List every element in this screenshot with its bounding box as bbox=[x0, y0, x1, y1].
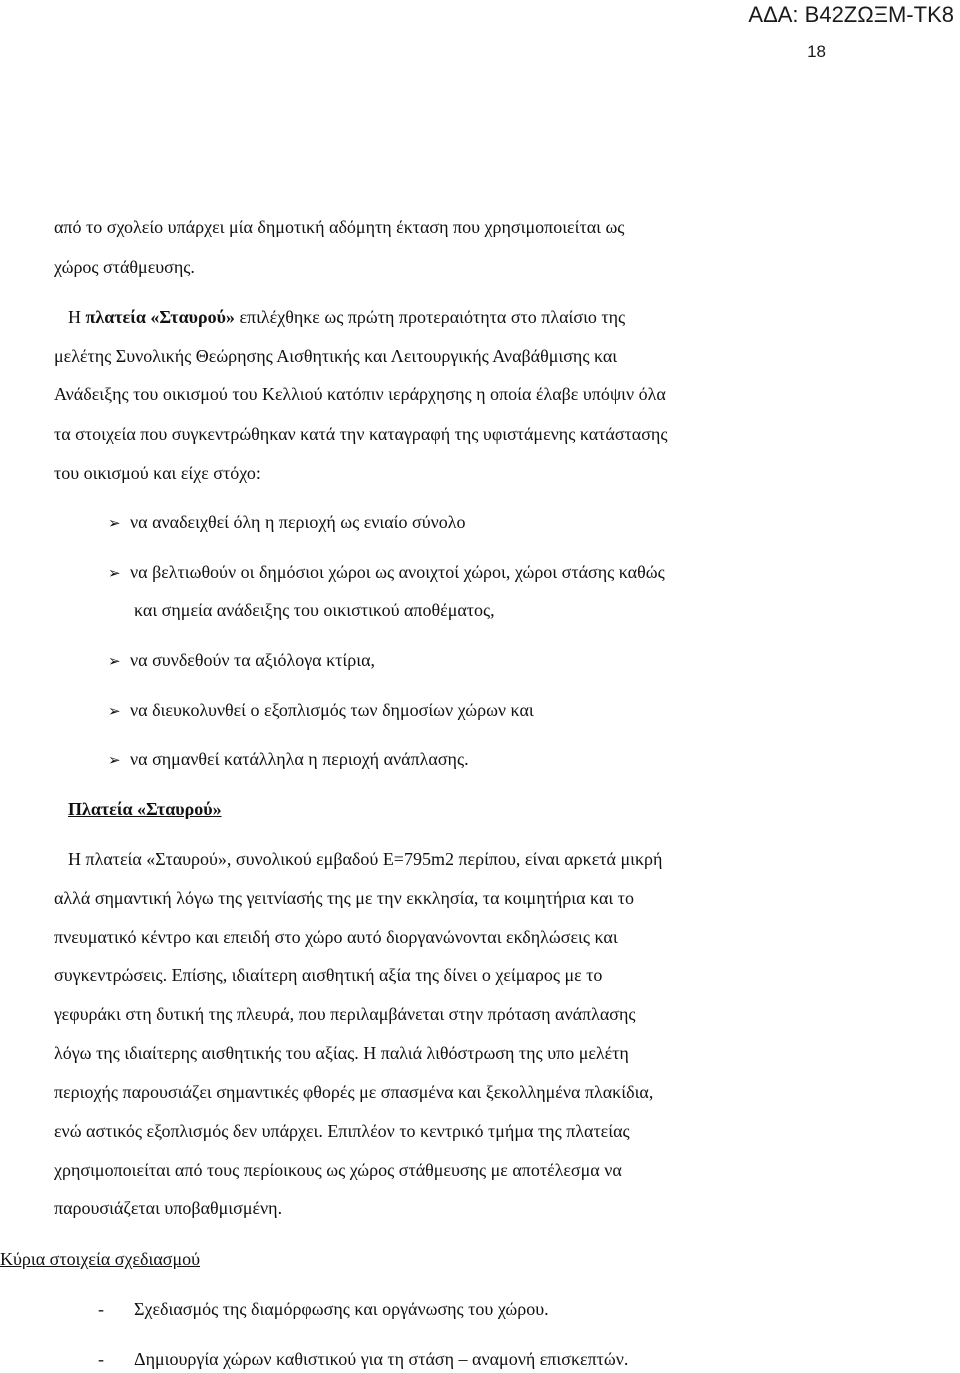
arrow-bullet-icon: ➢ bbox=[108, 564, 121, 582]
dash-bullet: - bbox=[98, 1299, 104, 1319]
document-code: ΑΔΑ: Β42ΖΩΞΜ-ΤΚ8 bbox=[748, 2, 954, 27]
bullet-text: να βελτιωθούν οι δημόσιοι χώροι ως ανοιχτοί χώροι, χώροι στάσης καθώς bbox=[130, 562, 665, 582]
para2-line-9: χρησιμοποιείται από τους περίοικους ως χώρος στάθμευσης με αποτέλεσμα να bbox=[54, 1160, 622, 1180]
arrow-bullet-icon: ➢ bbox=[108, 702, 121, 720]
design-item-text: Δημιουργία χώρων καθιστικού για τη στάση – αναμονή επισκεπτών. bbox=[134, 1349, 629, 1369]
para2-line-1: Η πλατεία «Σταυρού», συνολικού εμβαδού Ε=795m2 περίπου, είναι αρκετά μικρή bbox=[68, 849, 663, 869]
dash-bullet: - bbox=[98, 1349, 104, 1369]
section-heading: Πλατεία «Σταυρού» bbox=[68, 799, 222, 819]
para2-line-4: συγκεντρώσεις. Επίσης, ιδιαίτερη αισθητική αξία της δίνει ο χείμαρος με το bbox=[54, 965, 603, 985]
page-number: 18 bbox=[807, 42, 826, 61]
para1-line-3: Ανάδειξης του οικισμού του Κελλιού κατόπιν ιεράρχησης η οποία έλαβε υπόψιν όλα bbox=[54, 384, 666, 404]
bullet-text: να διευκολυνθεί ο εξοπλισμός των δημοσίων χώρων και bbox=[130, 700, 534, 720]
para2-line-8: ενώ αστικός εξοπλισμός δεν υπάρχει. Επιπλέον το κεντρικό τμήμα της πλατείας bbox=[54, 1121, 630, 1141]
para2-line-5: γεφυράκι στη δυτική της πλευρά, που περιλαμβάνεται στην πρόταση ανάπλασης bbox=[54, 1004, 636, 1024]
para2-line-2: αλλά σημαντική λόγω της γειτνίασής της με την εκκλησία, τα κοιμητήρια και το bbox=[54, 888, 634, 908]
para2-line-3: πνευματικό κέντρο και επειδή στο χώρο αυτό διοργανώνονται εκδηλώσεις και bbox=[54, 927, 618, 947]
arrow-bullet-icon: ➢ bbox=[108, 652, 121, 670]
intro-line-1: από το σχολείο υπάρχει μία δημοτική αδόμητη έκταση που χρησιμοποιείται ως bbox=[54, 217, 625, 237]
para1-bold-name: πλατεία «Σταυρού» bbox=[85, 307, 235, 327]
bullet-text: να συνδεθούν τα αξιόλογα κτίρια, bbox=[130, 650, 376, 670]
design-item bbox=[98, 1348, 628, 1370]
bullet-item bbox=[108, 748, 469, 771]
bullet-item bbox=[108, 561, 665, 584]
bullet-text: να αναδειχθεί όλη η περιοχή ως ενιαίο σύνολο bbox=[130, 512, 466, 532]
bullet-item bbox=[108, 511, 466, 534]
bullet-continuation: και σημεία ανάδειξης του οικιστικού αποθέματος, bbox=[134, 600, 495, 620]
para1-suffix: επιλέχθηκε ως πρώτη προτεραιότητα στο πλαίσιο της bbox=[234, 307, 626, 327]
design-item bbox=[98, 1298, 549, 1320]
arrow-bullet-icon: ➢ bbox=[108, 751, 121, 769]
design-item-text: Σχεδιασμός της διαμόρφωσης και οργάνωσης του χώρου. bbox=[134, 1299, 549, 1319]
para1-line-4: τα στοιχεία που συγκεντρώθηκαν κατά την καταγραφή της υφιστάμενης κατάστασης bbox=[54, 424, 668, 444]
intro-line-2: χώρος στάθμευσης. bbox=[54, 257, 195, 277]
arrow-bullet-icon: ➢ bbox=[108, 514, 121, 532]
bullet-item bbox=[108, 699, 534, 722]
para2-line-6: λόγω της ιδιαίτερης αισθητικής του αξίας. Η παλιά λιθόστρωση της υπο μελέτη bbox=[54, 1043, 629, 1063]
para2-line-10: παρουσιάζεται υποβαθμισμένη. bbox=[54, 1198, 283, 1218]
design-heading: Κύρια στοιχεία σχεδιασμού bbox=[0, 1249, 201, 1269]
para1-line-5: του οικισμού και είχε στόχο: bbox=[54, 463, 261, 483]
para1-line-1 bbox=[68, 306, 625, 328]
para1-prefix: Η bbox=[68, 307, 86, 327]
para1-line-2: μελέτης Συνολικής Θεώρησης Αισθητικής και Λειτουργικής Αναβάθμισης και bbox=[54, 346, 618, 366]
para2-line-7: περιοχής παρουσιάζει σημαντικές φθορές με σπασμένα και ξεκολλημένα πλακίδια, bbox=[54, 1082, 654, 1102]
bullet-item bbox=[108, 649, 375, 672]
bullet-text: να σημανθεί κατάλληλα η περιοχή ανάπλασης. bbox=[130, 749, 469, 769]
